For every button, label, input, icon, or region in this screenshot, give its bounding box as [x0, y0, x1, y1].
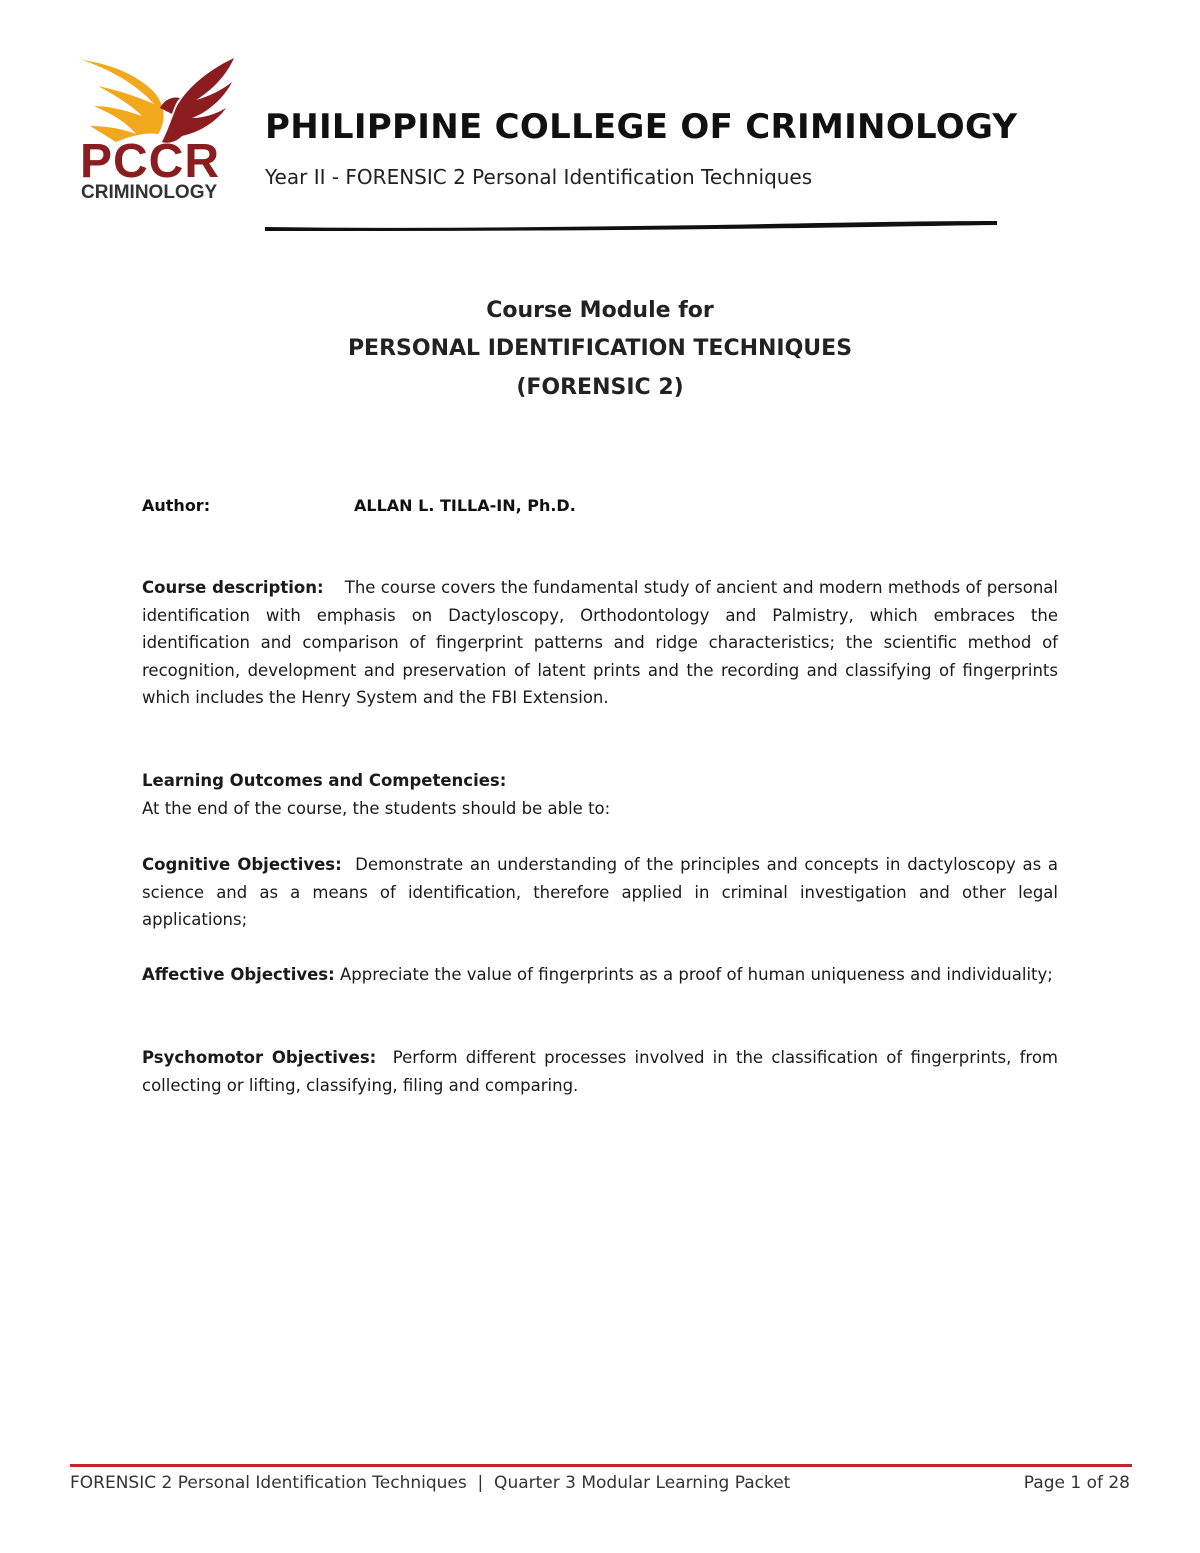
logo-subtext: CRIMINOLOGY — [81, 182, 218, 203]
cognitive-objectives — [142, 851, 1058, 934]
affective-objectives — [142, 961, 1058, 989]
course-subtitle: Year II - FORENSIC 2 Personal Identification Techniques — [265, 165, 813, 189]
eagle-wings-icon — [76, 56, 240, 146]
learning-outcomes — [142, 767, 1058, 822]
learning-outcomes-heading: Learning Outcomes and Competencies: — [142, 771, 507, 790]
course-description-text: The course covers the fundamental study of ancient and modern methods of personal identification with emphasis on Dactyloscopy, Orthodontology and Palmistry, which embraces the identification and comparison of fingerprint patterns and ridge characteristics; the scientific method of recognition, development and preservation of latent prints and the recording and classifying of fingerprints which includes the Henry System and the FBI Extension. — [142, 578, 1058, 707]
objective-label: Psychomotor Objectives: — [142, 1048, 377, 1067]
footer-divider — [70, 1464, 1132, 1467]
objective-label: Affective Objectives: — [142, 965, 335, 984]
psychomotor-objectives — [142, 1044, 1058, 1099]
learning-outcomes-intro: At the end of the course, the students should be able to: — [142, 798, 611, 818]
school-title: PHILIPPINE COLLEGE OF CRIMINOLOGY — [265, 107, 1018, 147]
header-divider — [265, 218, 997, 232]
module-title-line1: Course Module for — [486, 298, 714, 323]
objective-text: Appreciate the value of fingerprints as a proof of human uniqueness and individuality; — [339, 965, 1053, 984]
objective-text: Demonstrate an understanding of the principles and concepts in dactyloscopy as a science and as a means of identification, therefore applied in criminal investigation and other legal applications; — [142, 855, 1058, 929]
objective-label: Cognitive Objectives: — [142, 855, 342, 874]
page-number: Page 1 of 28 — [1023, 1473, 1130, 1493]
course-description — [142, 574, 1058, 712]
module-title-line2: PERSONAL IDENTIFICATION TECHNIQUES — [347, 336, 853, 361]
author-label: Author: — [142, 496, 211, 515]
objective-text: Perform different processes involved in the classification of fingerprints, from collecting or lifting, classifying, filing and comparing. — [142, 1048, 1058, 1095]
author-name: ALLAN L. TILLA-IN, Ph.D. — [354, 496, 576, 515]
footer-course-info: FORENSIC 2 Personal Identification Techniques | Quarter 3 Modular Learning Packet — [70, 1473, 791, 1493]
course-description-label: Course description: — [142, 578, 324, 597]
logo-wordmark: PCCR — [80, 135, 221, 188]
module-title-line3: (FORENSIC 2) — [516, 375, 684, 400]
pccr-logo — [76, 56, 240, 204]
